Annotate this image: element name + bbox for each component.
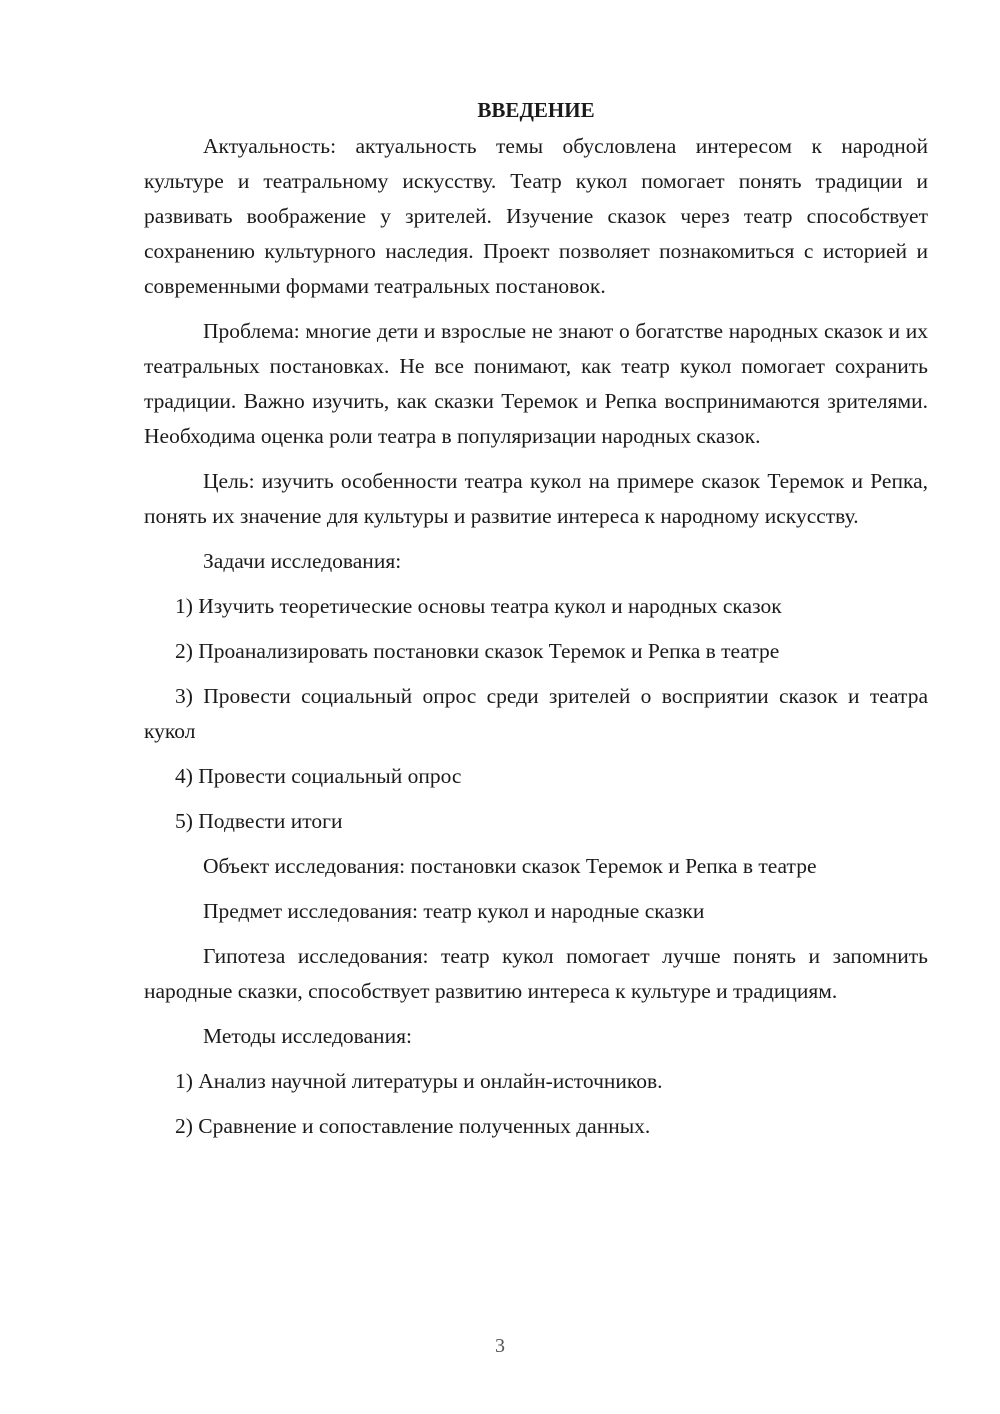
research-object: Объект исследования: постановки сказок Теремок и Репка в театре <box>203 854 817 878</box>
task-item-4: 4) Провести социальный опрос <box>175 764 462 788</box>
goal-paragraph: Цель: изучить особенности театра кукол на примере сказок Теремок и Репка, понять их значение для культуры и развитие интереса к народному искусству. <box>144 469 928 528</box>
task-item-3: 3) Провести социальный опрос среди зрителей о восприятии сказок и театра кукол <box>144 684 928 743</box>
actuality-paragraph: Актуальность: актуальность темы обусловлена интересом к народной культуре и театральному искусству. Театр кукол помогает понять традиции и развивать воображение у зрителей. Изучение сказок через театр способствует сохранению культурного наследия. Проект позволяет познакомиться с историей и современными формами театральных постановок. <box>144 134 928 298</box>
task-item-5: 5) Подвести итоги <box>175 809 343 833</box>
problem-paragraph: Проблема: многие дети и взрослые не знают о богатстве народных сказок и их театральных постановках. Не все понимают, как театр кукол помогает сохранить традиции. Важно изучить, как сказки Теремок и Репка воспринимаются зрителями. Необходима оценка роли театра в популяризации народных сказок. <box>144 319 928 448</box>
page-content <box>144 94 928 1154</box>
section-title: ВВЕДЕНИЕ <box>477 98 595 122</box>
research-subject: Предмет исследования: театр кукол и народные сказки <box>203 899 705 923</box>
task-item-2: 2) Проанализировать постановки сказок Теремок и Репка в театре <box>175 639 780 663</box>
task-item-1: 1) Изучить теоретические основы театра кукол и народных сказок <box>175 594 782 618</box>
methods-heading: Методы исследования: <box>203 1024 412 1048</box>
hypothesis-paragraph: Гипотеза исследования: театр кукол помогает лучше понять и запомнить народные сказки, способствует развитию интереса к культуре и традициям. <box>144 944 928 1003</box>
page-number: 3 <box>495 1335 505 1357</box>
method-item-2: 2) Сравнение и сопоставление полученных данных. <box>175 1114 651 1138</box>
tasks-heading: Задачи исследования: <box>203 549 402 573</box>
method-item-1: 1) Анализ научной литературы и онлайн-источников. <box>175 1069 663 1093</box>
